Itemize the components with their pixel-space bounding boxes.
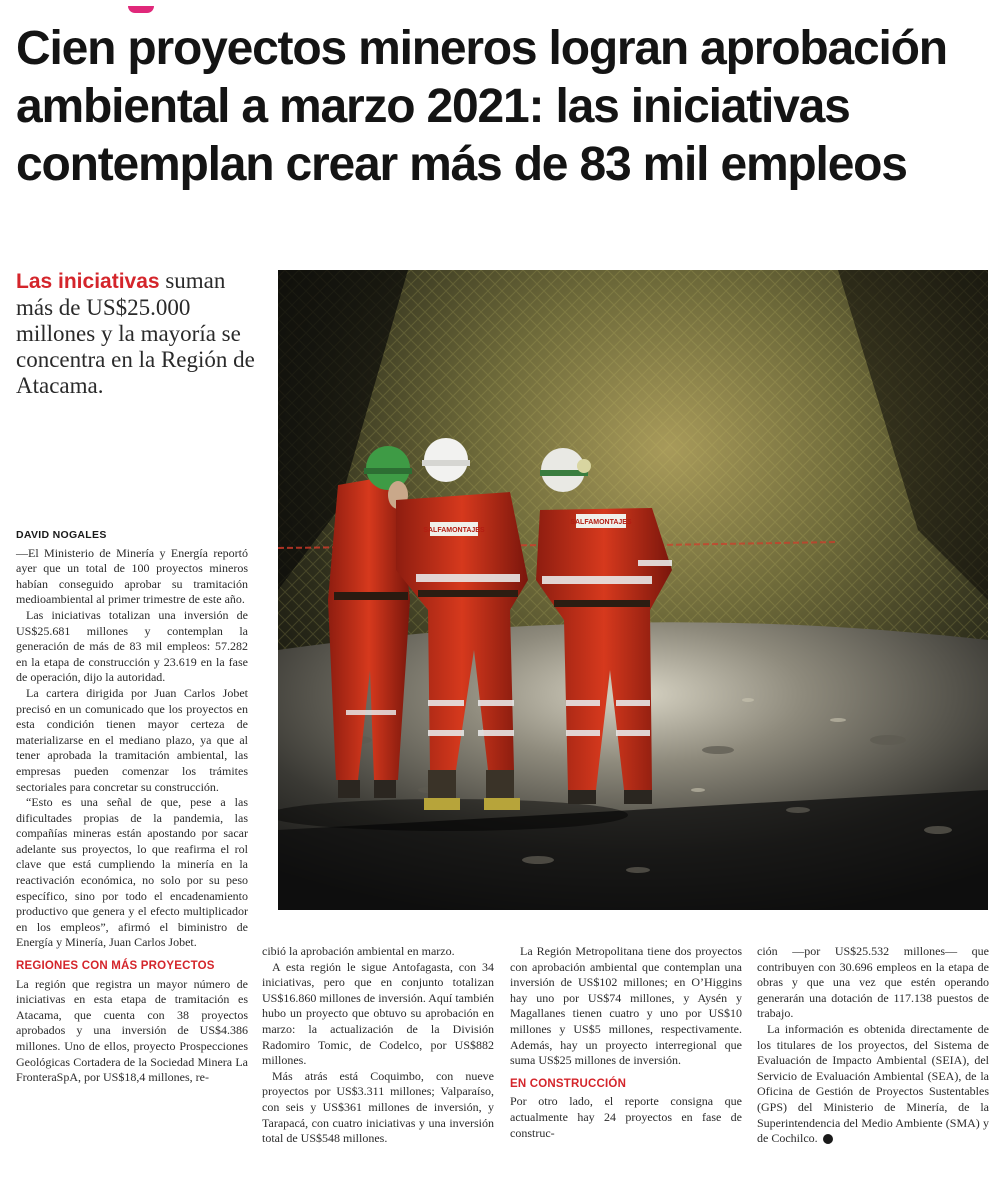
paragraph: La región que registra un mayor número de iniciativas en esta etapa de tramitación es Atacama, que cuenta con 38 proyectos aprobados y una inversión de US$4.386 millones. Uno de ellos, proyecto Prospecciones Geológicas Cortadera de la Sociedad Minera La FronteraSpA, por US$18,4 millones, re- (16, 976, 248, 1085)
paragraph-text: La información es obtenida directamente de los titulares de los proyectos, del Sistema de Evaluación de Impacto Ambiental (SEIA), del Servicio de Evaluación Ambiental (SEA), de la Oficina de Gestión de Proyectos Sustentables (GPS) del Ministerio de Minería, de la Superintendencia del Medio Ambiente (SMA) y de Cochilco. (757, 1021, 989, 1146)
paragraph: La cartera dirigida por Juan Carlos Jobet precisó en un comunicado que los proyectos en esta condición tienen mayor certeza de materializarse en el mediano plazo, ya que al tener aprobada la tramitación ambiental, las empresas pueden comenzar los trámites sectoriales para concretar su construcción. (16, 685, 248, 794)
lead-highlight: Las iniciativas (16, 270, 160, 293)
paragraph: Más atrás está Coquimbo, con nueve proyectos por US$3.311 millones; Valparaíso, con seis y US$361 millones de inversión, y Tarapacá, con cuatro iniciativas y una inversión total de US$548 millones. (262, 1068, 494, 1146)
article-column-4 (757, 944, 989, 1147)
paragraph: cibió la aprobación ambiental en marzo. (262, 944, 455, 958)
helmet-label-right: SALFAMONTAJES (570, 519, 632, 526)
paragraph: ción —por US$25.532 millones— que contribuyen con 30.696 empleos en la etapa de obras y que una vez que estén operando generarán una dotación de 117.138 puestos de trabajo. (757, 944, 989, 1021)
paragraph: —El Ministerio de Minería y Energía reportó ayer que un total de 100 proyectos mineros habían conseguido aprobar su tramitación medioambiental al primer trimestre de este año. (16, 545, 248, 607)
paragraph: A esta región le sigue Antofagasta, con 34 iniciativas, pero que en conjunto totalizan US$16.860 millones de inversión. Aquí también hubo un proyecto que obtuvo su aprobación en marzo: la actualización de la División Radomiro Tomic, de Codelco, por US$882 millones. (262, 959, 494, 1068)
lead-text: suman más de US$25.000 millones y la mayoría se concentra en la Región de Atacama. (16, 268, 255, 398)
paragraph: Por otro lado, el reporte consigna que actualmente hay 24 proyectos en fase de construc- (510, 1094, 742, 1140)
headline: Cien proyectos mineros logran aprobación ambiental a marzo 2021: las iniciativas contemplan crear más de 83 mil empleos (16, 22, 947, 191)
article-column-2 (262, 944, 494, 1147)
byline: DAVID NOGALES (16, 529, 107, 541)
paragraph: “Esto es una señal de que, pese a las dificultades propias de la pandemia, las compañías mineras están apostando por sacar adelante sus proyectos, lo que reafirma el rol clave que está cumpliendo la minería en la reactivación económica, no solo por su peso específico, sino por todo el encadenamiento productivo que genera y el efecto multiplicador en los empleos”, afirmó el biministro de Energía y Minería, Juan Carlos Jobet. (16, 795, 248, 950)
subhead-regiones: REGIONES CON MÁS PROYECTOS (16, 960, 215, 973)
article-column-1 (16, 528, 248, 1086)
paragraph: La Región Metropolitana tiene dos proyectos con aprobación ambiental que contemplan una inversión de US$102 millones; en O’Higgins hay uno por US$74 millones, y Aysén y Magallanes tienen cuatro y uno por US$10 millones y US$5 millones, respectivamente. Además, hay un proyecto interregional que suma US$25 millones de inversión. (510, 944, 742, 1068)
end-of-article-icon: P (823, 1134, 833, 1144)
subhead-construccion: EN CONSTRUCCIÓN (510, 1077, 627, 1090)
lead-paragraph (16, 268, 266, 399)
paragraph (757, 1022, 989, 1147)
article-column-3 (510, 944, 742, 1141)
mine-workers-photo (278, 270, 988, 910)
helmet-label-center: SALFAMONTAJES (423, 527, 485, 534)
paragraph: Las iniciativas totalizan una inversión de US$25.681 millones y contemplan la generación de más de 83 mil empleos: 57.282 en la etapa de construcción y 23.619 en la fase de operación, dijo la autoridad. (16, 607, 248, 685)
section-color-tab (128, 6, 154, 13)
